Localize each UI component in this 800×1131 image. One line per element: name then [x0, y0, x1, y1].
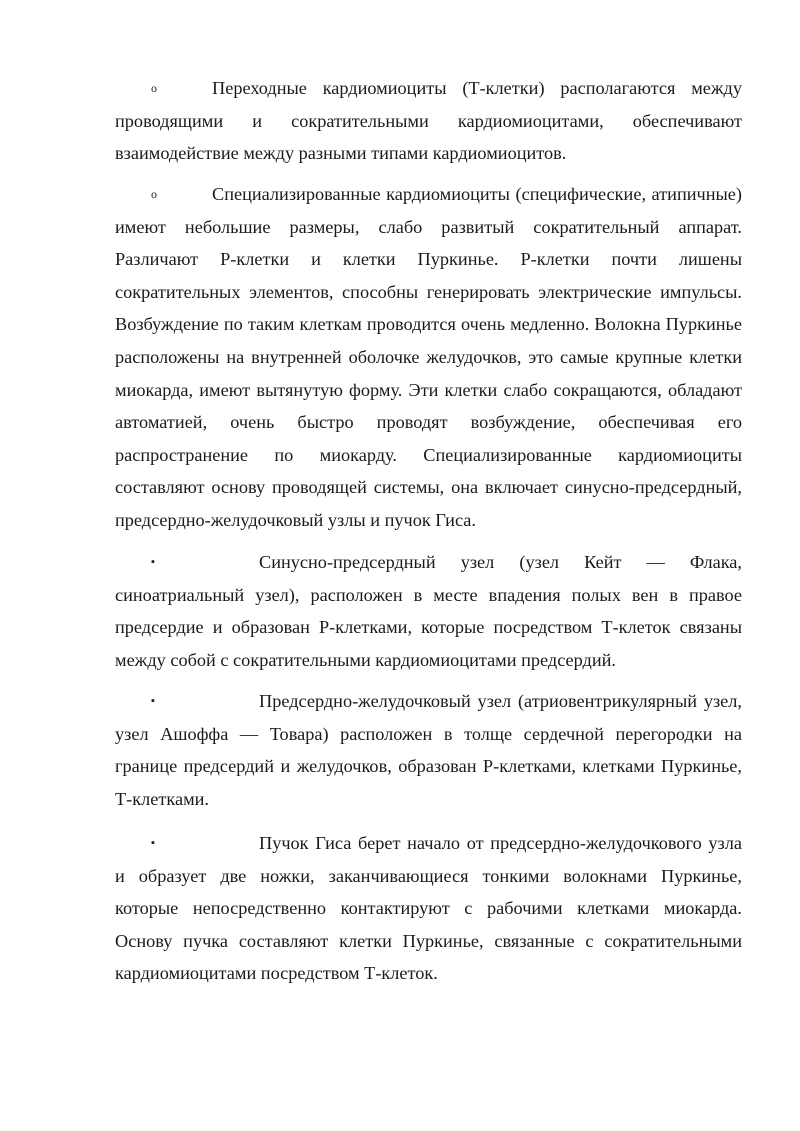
paragraph-text: Предсердно-желудочковый узел (атриовентрикулярный узел, узел Ашоффа — Товара) расположен в толще сердечной перегородки на границе предсердий и желудочков, образован Р-клетками, клетками Пуркинье, Т-клетками.: [115, 691, 742, 809]
circle-bullet: o: [151, 187, 157, 201]
paragraph-specialized-cardiomyocytes: [115, 178, 742, 537]
paragraph-bundle-of-his: [115, 827, 742, 990]
circle-bullet: o: [151, 81, 157, 95]
square-bullet: ▪: [151, 837, 155, 849]
square-bullet: ▪: [151, 695, 155, 707]
square-bullet: ▪: [151, 556, 155, 568]
paragraph-text: Пучок Гиса берет начало от предсердно-желудочкового узла и образует две ножки, заканчивающиеся тонкими волокнами Пуркинье, которые непосредственно контактируют с рабочими клетками миокарда. Основу пучка составляют клетки Пуркинье, связанные с сократительными кардиомиоцитами посредством Т-клеток.: [115, 833, 742, 984]
paragraph-atrioventricular-node: [115, 685, 742, 815]
paragraph-transitional-cardiomyocytes: [115, 72, 742, 170]
paragraph-text: Синусно-предсердный узел (узел Кейт — Флака, синоатриальный узел), расположен в месте впадения полых вен в правое предсердие и образован Р-клетками, которые посредством Т-клеток связаны между собой с сократительными кардиомиоцитами предсердий.: [115, 552, 742, 670]
paragraph-sinoatrial-node: [115, 546, 742, 676]
paragraph-text: Специализированные кардиомиоциты (специфические, атипичные) имеют небольшие размеры, слабо развитый сократительный аппарат. Различают Р-клетки и клетки Пуркинье. Р-клетки почти лишены сократительных элементов, способны генерировать электрические импульсы. Возбуждение по таким клеткам проводится очень медленно. Волокна Пуркинье расположены на внутренней оболочке желудочков, это самые крупные клетки миокарда, имеют вытянутую форму. Эти клетки слабо сокращаются, обладают автоматией, очень быстро проводят возбуждение, обеспечивая его распространение по миокарду. Специализированные кардиомиоциты составляют основу проводящей системы, она включает синусно-предсердный, предсердно-желудочковый узлы и пучок Гиса.: [115, 184, 742, 530]
paragraph-text: Переходные кардиомиоциты (Т-клетки) располагаются между проводящими и сократительными кардиомиоцитами, обеспечивают взаимодействие между разными типами кардиомиоцитов.: [115, 78, 742, 164]
